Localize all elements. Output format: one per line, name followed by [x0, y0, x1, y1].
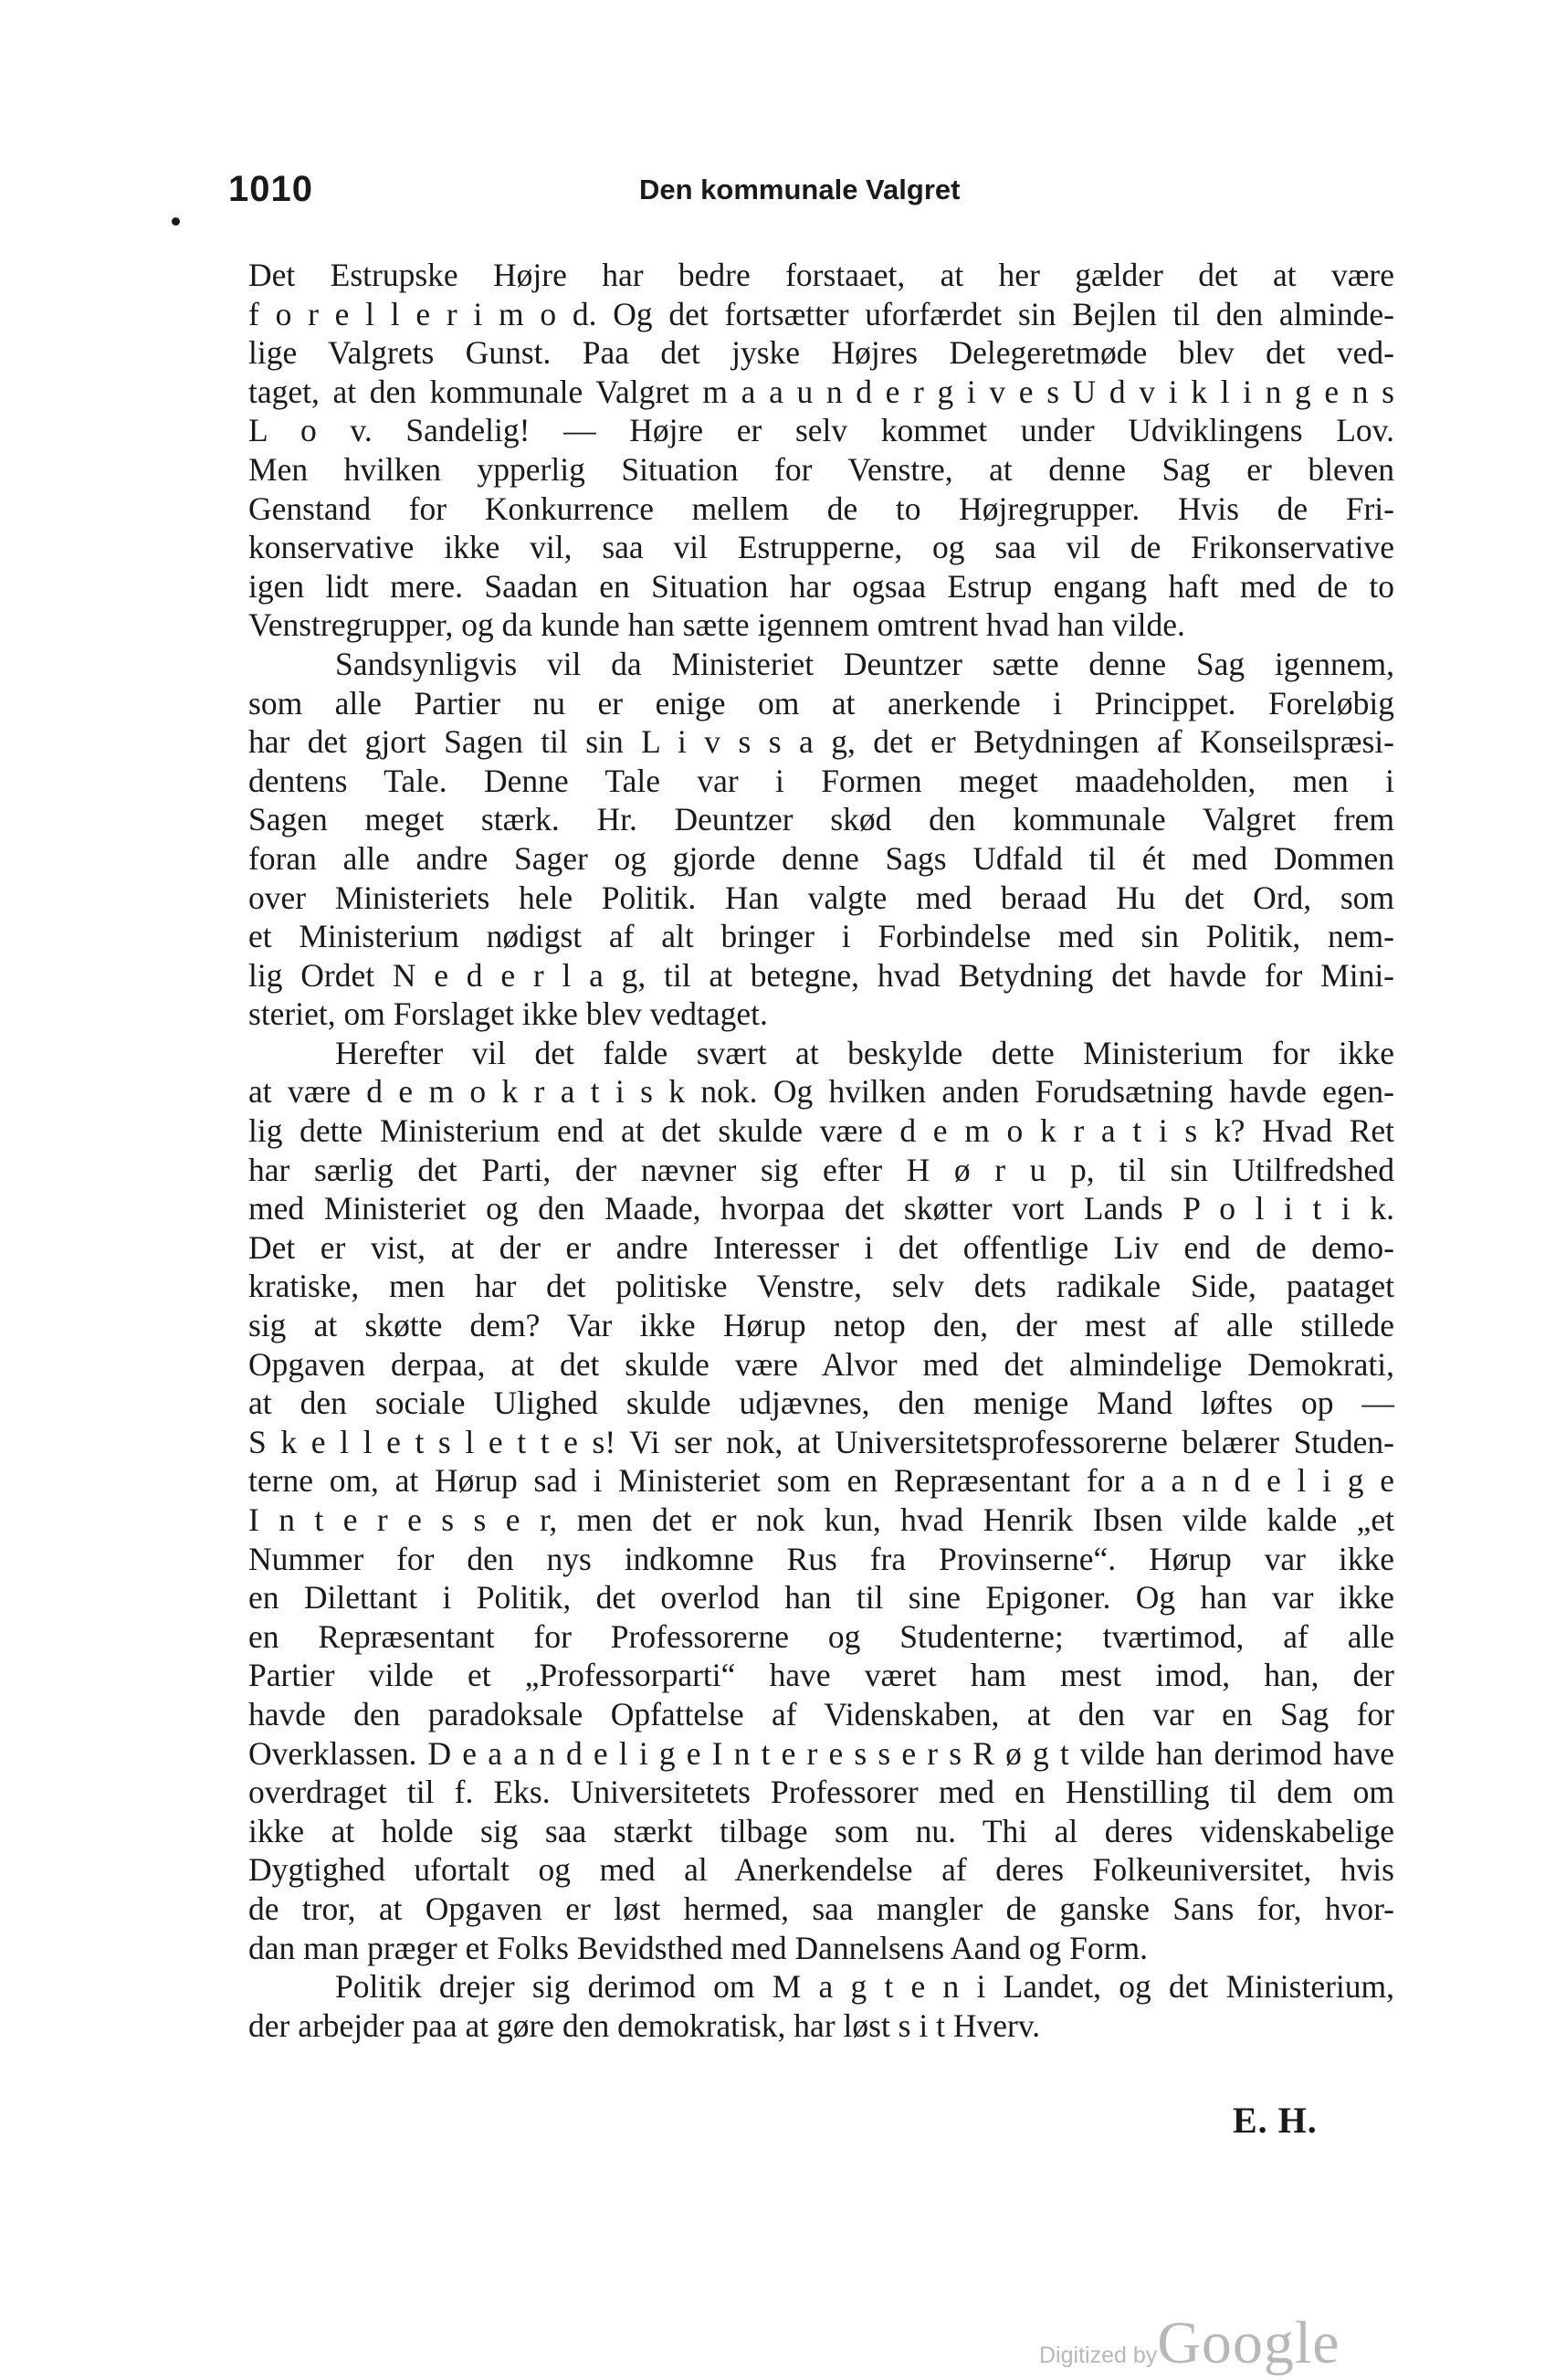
text-line: de tror, at Opgaven er løst hermed, saa mangler de ganske Sans for, hvor-	[248, 1890, 1394, 1927]
text-line: taget, at den kommunale Valgret m a a u n d e r g i v e s U d v i k l i n g e n s	[248, 373, 1394, 410]
text-line: en Repræsentant for Professorerne og Studenterne; tværtimod, af alle	[248, 1617, 1394, 1655]
text-line: terne om, at Hørup sad i Ministeriet som en Repræsentant for a a n d e l i g e	[248, 1462, 1394, 1500]
text-line: L o v. Sandelig! — Højre er selv kommet under Udviklingens Lov.	[248, 412, 1394, 449]
text-line: Men hvilken ypperlig Situation for Venstre, at denne Sag er bleven	[248, 450, 1394, 488]
margin-mark	[172, 217, 180, 226]
text-line: at den sociale Ulighed skulde udjævnes, den menige Mand løftes op —	[248, 1385, 1394, 1422]
text-line: har det gjort Sagen til sin L i v s s a g, det er Betydningen af Konseilspræsi-	[248, 723, 1394, 761]
watermark-brand: Google	[1157, 2310, 1340, 2376]
text-line: at være d e m o k r a t i s k nok. Og hvilken anden Forudsætning havde egen-	[248, 1073, 1394, 1111]
text-line: Dygtighed ufortalt og med al Anerkendelse af deres Folkeuniversitet, hvis	[248, 1851, 1394, 1889]
author-signature: E. H.	[1233, 2100, 1318, 2141]
text-line: f o r e l l e r i m o d. Og det fortsætter uforfærdet sin Bejlen til den alminde-	[248, 295, 1394, 332]
text-line: lig Ordet N e d e r l a g, til at betegne, hvad Betydning det havde for Mini-	[248, 956, 1394, 994]
text-line: steriet, om Forslaget ikke blev vedtaget.	[248, 995, 768, 1033]
text-line: over Ministeriets hele Politik. Han valgte med beraad Hu det Ord, som	[248, 879, 1394, 916]
text-line: der arbejder paa at gøre den demokratisk, har løst s i t Hverv.	[248, 2006, 1041, 2044]
text-line: en Dilettant i Politik, det overlod han til sine Epigoner. Og han var ikke	[248, 1579, 1394, 1617]
text-line: Venstregrupper, og da kunde han sætte igennem omtrent hvad han vilde.	[248, 606, 1185, 644]
text-line: kratiske, men har det politiske Venstre, selv dets radikale Side, paataget	[248, 1268, 1394, 1305]
text-line: igen lidt mere. Saadan en Situation har ogsaa Estrup engang haft med de to	[248, 567, 1394, 605]
text-line: Nummer for den nys indkomne Rus fra Provinserne“. Hørup var ikke	[248, 1540, 1394, 1577]
text-line: Sagen meget stærk. Hr. Deuntzer skød den kommunale Valgret frem	[248, 801, 1394, 838]
text-line: Det er vist, at der er andre Interesser i det offentlige Liv end de demo-	[248, 1228, 1394, 1266]
page-number: 1010	[228, 169, 313, 209]
text-line: Partier vilde et „Professorparti“ have været ham mest imod, han, der	[248, 1657, 1394, 1694]
text-line: lig dette Ministerium end at det skulde være d e m o k r a t i s k? Hvad Ret	[248, 1112, 1394, 1150]
text-line: sig at skøtte dem? Var ikke Hørup netop den, der mest af alle stillede	[248, 1307, 1394, 1344]
text-line: I n t e r e s s e r, men det er nok kun, hvad Henrik Ibsen vilde kalde „et	[248, 1501, 1394, 1538]
text-line: ikke at holde sig saa stærkt tilbage som nu. Thi al deres videnskabelige	[248, 1812, 1394, 1849]
digitized-watermark	[1039, 2309, 1340, 2378]
page-header	[228, 169, 1406, 224]
watermark-prefix: Digitized by	[1039, 2343, 1158, 2368]
text-line: Overklassen. D e a a n d e l i g e I n t e r e s s e r s R ø g t vilde han derimod have	[248, 1734, 1394, 1772]
text-line: lige Valgrets Gunst. Paa det jyske Højres Delegeretmøde blev det ved-	[248, 334, 1394, 372]
text-line: Sandsynligvis vil da Ministeriet Deuntzer sætte denne Sag igennem,	[335, 645, 1394, 682]
text-line: Politik drejer sig derimod om M a g t e n i Landet, og det Ministerium,	[335, 1968, 1394, 2006]
text-line: Herefter vil det falde svært at beskylde dette Ministerium for ikke	[335, 1034, 1394, 1071]
text-line: Det Estrupske Højre har bedre forstaaet, at her gælder det at være	[248, 257, 1394, 293]
text-line: Opgaven derpaa, at det skulde være Alvor med det almindelige Demokrati,	[248, 1345, 1394, 1383]
text-line: Genstand for Konkurrence mellem de to Højregrupper. Hvis de Fri-	[248, 490, 1394, 527]
text-line: havde den paradoksale Opfattelse af Videnskaben, at den var en Sag for	[248, 1695, 1394, 1732]
text-line: et Ministerium nødigst af alt bringer i Forbindelse med sin Politik, nem-	[248, 918, 1394, 955]
text-line: som alle Partier nu er enige om at anerkende i Princippet. Foreløbig	[248, 684, 1394, 721]
article-body	[248, 256, 1394, 2045]
text-line: foran alle andre Sager og gjorde denne Sags Udfald til ét med Dommen	[248, 839, 1394, 877]
running-title: Den kommunale Valgret	[639, 174, 961, 205]
text-line: dan man præger et Folks Bevidsthed med Dannelsens Aand og Form.	[248, 1929, 1148, 1966]
text-line: S k e l l e t s l e t t e s! Vi ser nok, at Universitetsprofessorerne belærer Studen-	[248, 1423, 1394, 1460]
text-line: konservative ikke vil, saa vil Estrupperne, og saa vil de Frikonservative	[248, 529, 1394, 566]
text-line: dentens Tale. Denne Tale var i Formen meget maadeholden, men i	[248, 762, 1394, 799]
text-line: har særlig det Parti, der nævner sig efter H ø r u p, til sin Utilfredshed	[248, 1151, 1394, 1188]
text-line: overdraget til f. Eks. Universitetets Professorer med en Henstilling til dem om	[248, 1774, 1394, 1811]
text-line: med Ministeriet og den Maade, hvorpaa det skøtter vort Lands P o l i t i k.	[248, 1190, 1394, 1227]
